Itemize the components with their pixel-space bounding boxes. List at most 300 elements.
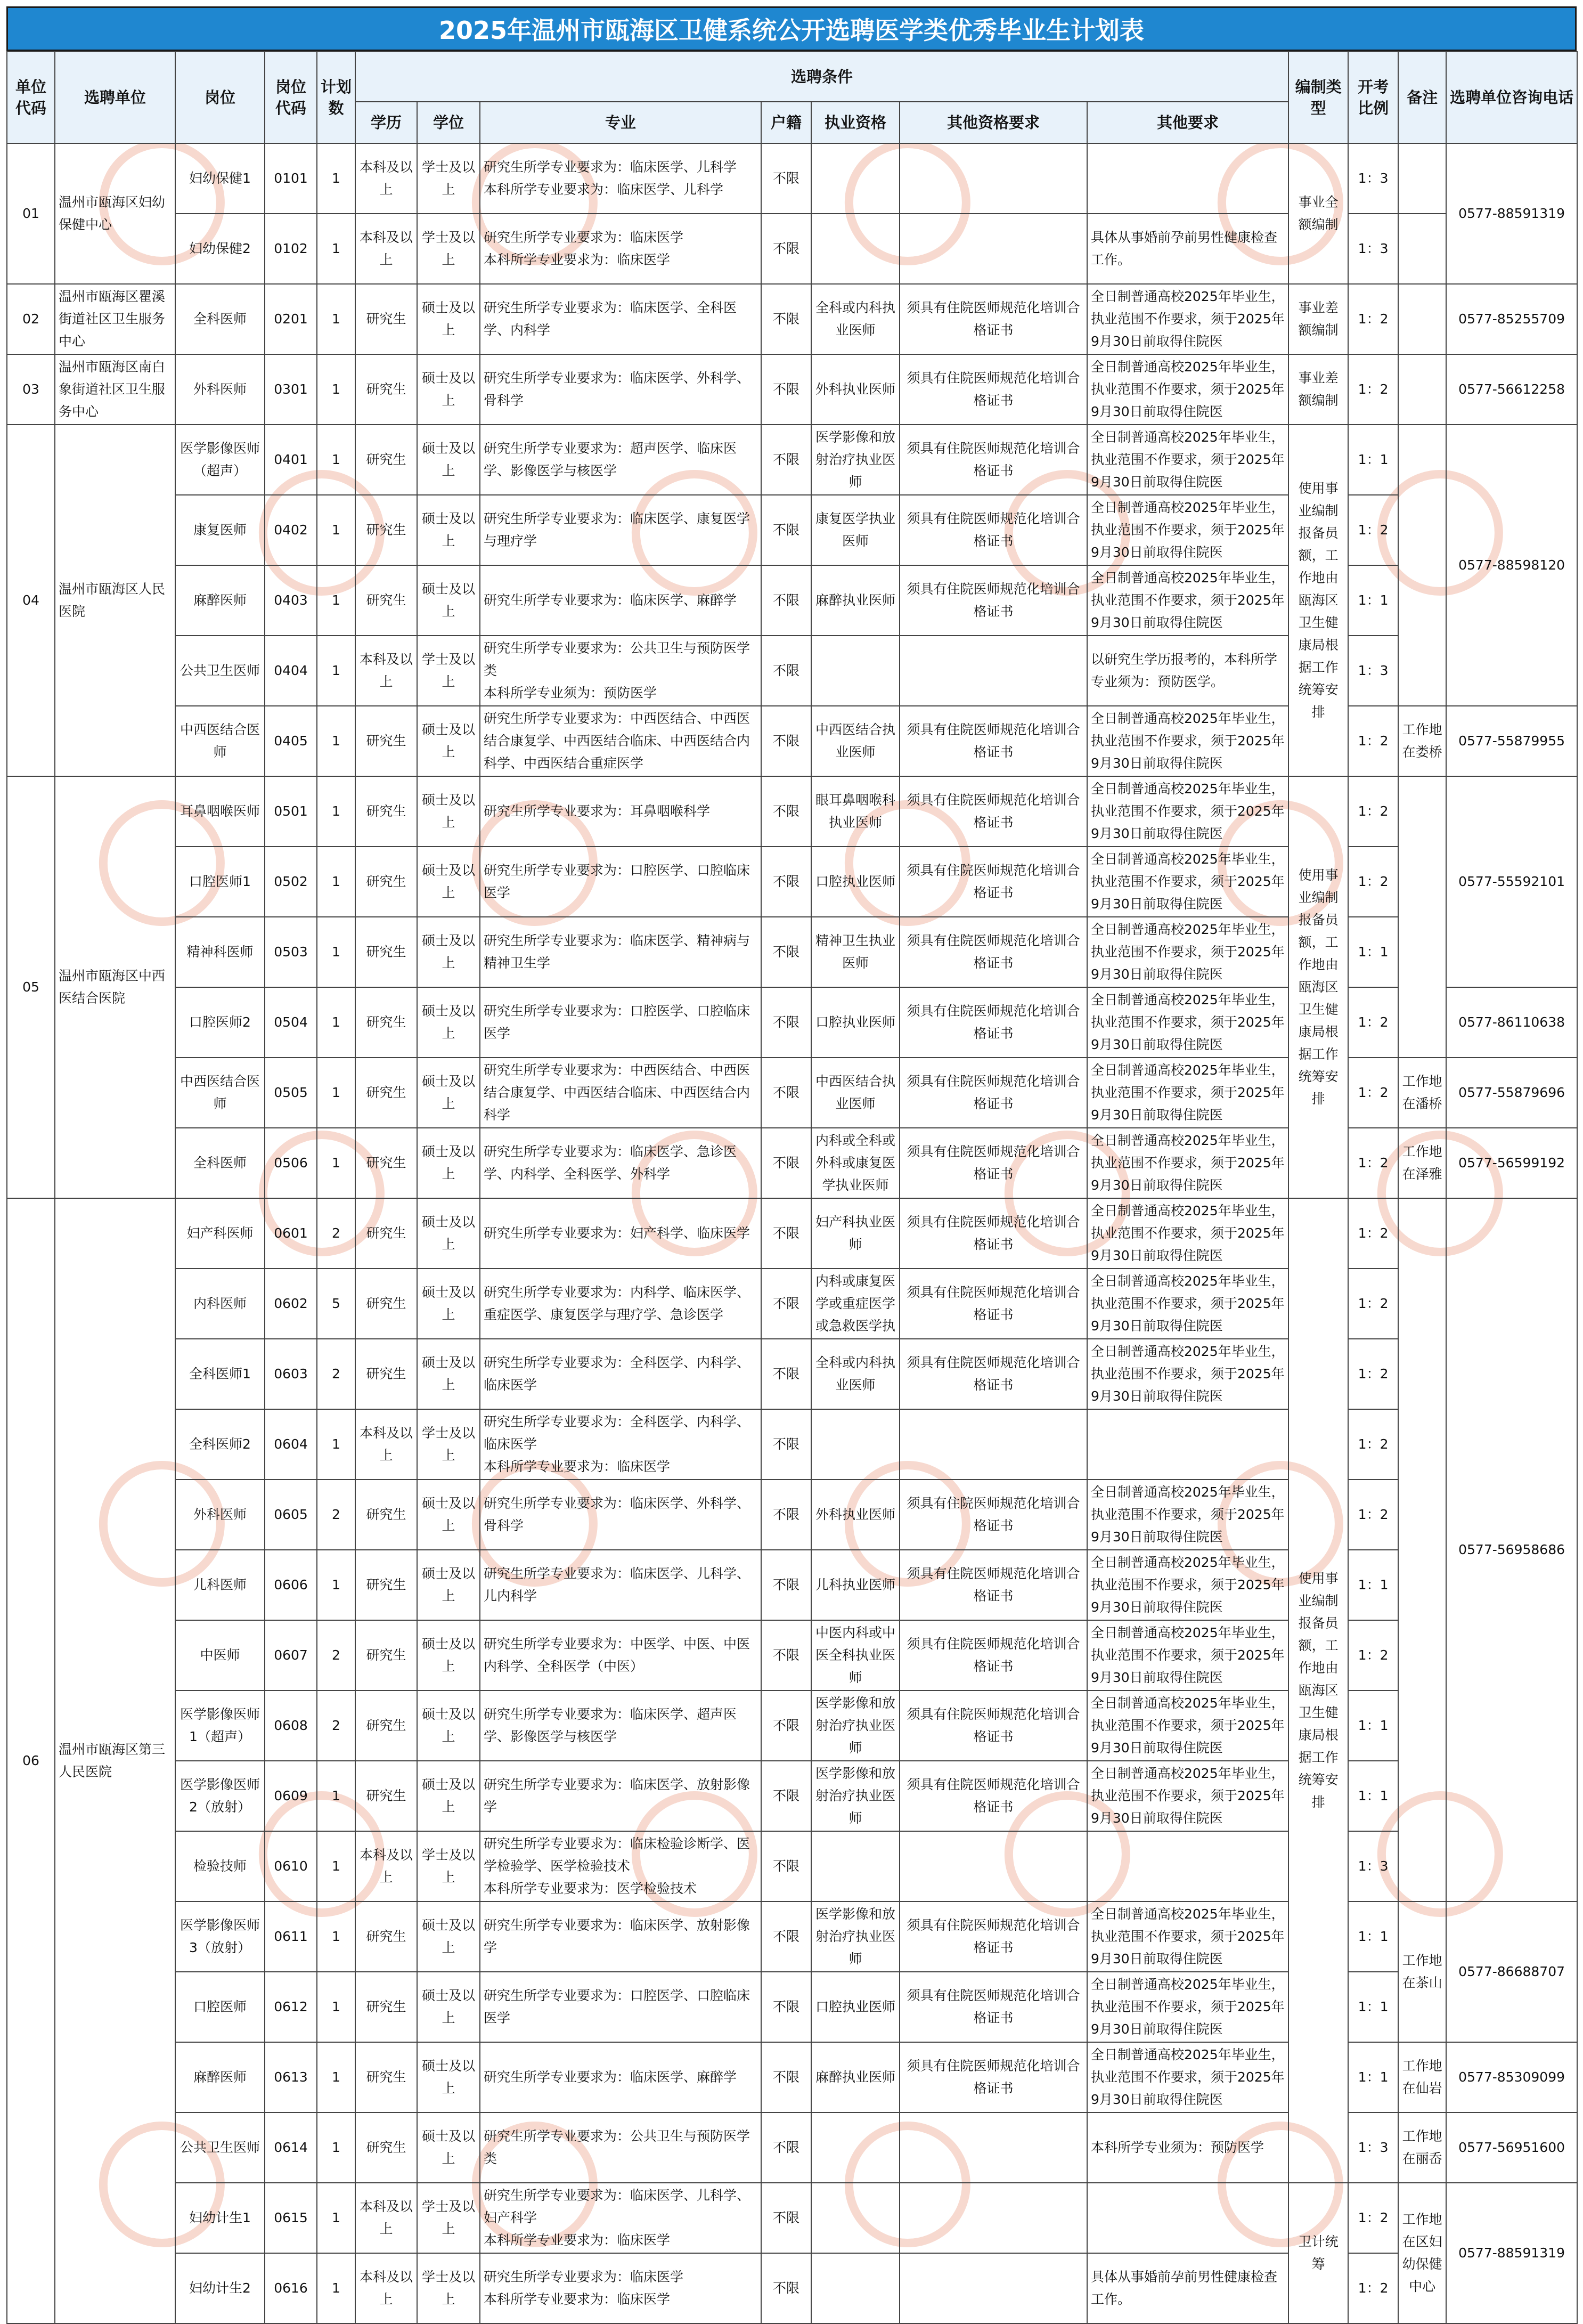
header-other-req: 其他要求 xyxy=(1087,102,1288,143)
major-line: 研究生所学专业要求为：临床医学、儿科学、妇产科学 xyxy=(484,2188,750,2225)
plan-count-cell: 1 xyxy=(317,214,355,284)
phone-cell: 0577-88598120 xyxy=(1446,425,1577,706)
post-cell: 医学影像医师1（超声） xyxy=(175,1691,265,1761)
ratio-cell: 1：2 xyxy=(1348,1620,1398,1691)
header-huji: 户籍 xyxy=(761,102,811,143)
post-cell: 全科医师 xyxy=(175,1128,265,1198)
post-cell: 妇幼保健2 xyxy=(175,214,265,284)
other-qual-cell: 须具有住院医师规范化培训合格证书 xyxy=(900,2042,1087,2112)
post-code-cell: 0404 xyxy=(265,636,317,706)
staffing-cell: 卫计统筹 xyxy=(1288,2183,1348,2323)
degree-cell: 硕士及以上 xyxy=(417,1128,480,1198)
note-cell: 工作地在丽岙 xyxy=(1398,2112,1446,2183)
huji-cell: 不限 xyxy=(761,1409,811,1480)
post-code-cell: 0101 xyxy=(265,143,317,214)
major-line: 研究生所学专业要求为：临床医学、康复医学与理疗学 xyxy=(484,511,750,549)
ratio-cell: 1：2 xyxy=(1348,776,1398,847)
license-cell: 外科执业医师 xyxy=(811,354,900,425)
major-line: 研究生所学专业要求为：临床检验诊断学、医学检验学、医学检验技术 xyxy=(484,1836,750,1874)
other-req-cell: 全日制普通高校2025年毕业生，执业范围不作要求，须于2025年9月30日前取得住院医 xyxy=(1087,1128,1288,1198)
post-code-cell: 0503 xyxy=(265,917,317,987)
post-code-cell: 0506 xyxy=(265,1128,317,1198)
edu-cell: 研究生 xyxy=(355,1550,417,1620)
post-cell: 口腔医师1 xyxy=(175,847,265,917)
major-cell xyxy=(480,1058,761,1128)
major-cell xyxy=(480,565,761,636)
ratio-cell: 1：2 xyxy=(1348,1339,1398,1409)
major-cell xyxy=(480,1691,761,1761)
huji-cell: 不限 xyxy=(761,284,811,354)
edu-cell: 研究生 xyxy=(355,1269,417,1339)
other-req-cell xyxy=(1087,143,1288,214)
other-req-cell: 全日制普通高校2025年毕业生，执业范围不作要求，须于2025年9月30日前取得住院医 xyxy=(1087,2042,1288,2112)
other-qual-cell: 须具有住院医师规范化培训合格证书 xyxy=(900,1058,1087,1128)
edu-cell: 研究生 xyxy=(355,917,417,987)
header-edu: 学历 xyxy=(355,102,417,143)
major-line: 研究生所学专业要求为：公共卫生与预防医学类 xyxy=(484,2128,750,2166)
license-cell: 外科执业医师 xyxy=(811,1480,900,1550)
post-code-cell: 0201 xyxy=(265,284,317,354)
post-cell: 外科医师 xyxy=(175,354,265,425)
major-cell xyxy=(480,706,761,776)
post-cell: 医学影像医师2（放射） xyxy=(175,1761,265,1831)
edu-cell: 研究生 xyxy=(355,1128,417,1198)
major-line: 本科所学专业要求为：临床医学 xyxy=(484,2292,671,2307)
post-cell: 口腔医师 xyxy=(175,1972,265,2042)
ratio-cell: 1：2 xyxy=(1348,2253,1398,2323)
major-line: 本科所学专业要求为：医学检验技术 xyxy=(484,1881,697,1896)
degree-cell: 硕士及以上 xyxy=(417,2112,480,2183)
other-req-cell: 全日制普通高校2025年毕业生，执业范围不作要求，须于2025年9月30日前取得住院医 xyxy=(1087,1972,1288,2042)
license-cell: 医学影像和放射治疗执业医师 xyxy=(811,1902,900,1972)
edu-cell: 研究生 xyxy=(355,2112,417,2183)
post-code-cell: 0609 xyxy=(265,1761,317,1831)
staffing-cell: 使用事业编制报备员额，工作地由瓯海区卫生健康局根据工作统筹安排 xyxy=(1288,776,1348,1198)
header-plan: 计划数 xyxy=(317,52,355,143)
other-req-cell: 全日制普通高校2025年毕业生，执业范围不作要求，须于2025年9月30日前取得住院医 xyxy=(1087,1269,1288,1339)
major-line: 本科所学专业须为：预防医学 xyxy=(484,685,657,701)
ratio-cell: 1：2 xyxy=(1348,847,1398,917)
table-row xyxy=(7,1198,1577,1269)
huji-cell: 不限 xyxy=(761,354,811,425)
degree-cell: 硕士及以上 xyxy=(417,354,480,425)
unit-code-cell: 02 xyxy=(7,284,55,354)
major-cell xyxy=(480,1831,761,1902)
header-conditions: 选聘条件 xyxy=(355,52,1288,102)
plan-count-cell: 1 xyxy=(317,2183,355,2253)
ratio-cell: 1：2 xyxy=(1348,1480,1398,1550)
other-req-cell: 全日制普通高校2025年毕业生，执业范围不作要求，须于2025年9月30日前取得住院医 xyxy=(1087,1198,1288,1269)
post-code-cell: 0607 xyxy=(265,1620,317,1691)
unit-name-cell: 温州市瓯海区南白象街道社区卫生服务中心 xyxy=(55,354,175,425)
plan-count-cell: 1 xyxy=(317,847,355,917)
phone-cell: 0577-85309099 xyxy=(1446,2042,1577,2112)
table-row xyxy=(7,425,1577,495)
post-code-cell: 0613 xyxy=(265,2042,317,2112)
post-code-cell: 0505 xyxy=(265,1058,317,1128)
unit-name-cell: 温州市瓯海区人民医院 xyxy=(55,425,175,776)
plan-count-cell: 1 xyxy=(317,1058,355,1128)
page-title: 2025年温州市瓯海区卫健系统公开选聘医学类优秀毕业生计划表 xyxy=(6,6,1577,51)
major-line: 研究生所学专业要求为：全科医学、内科学、临床医学 xyxy=(484,1355,750,1393)
other-req-cell: 全日制普通高校2025年毕业生，执业范围不作要求，须于2025年9月30日前取得住院医 xyxy=(1087,1480,1288,1550)
plan-count-cell: 1 xyxy=(317,354,355,425)
note-cell xyxy=(1398,143,1446,214)
header-other-qual: 其他资格要求 xyxy=(900,102,1087,143)
other-qual-cell: 须具有住院医师规范化培训合格证书 xyxy=(900,1620,1087,1691)
plan-count-cell: 1 xyxy=(317,706,355,776)
phone-cell: 0577-86110638 xyxy=(1446,987,1577,1058)
note-cell: 工作地在仙岩 xyxy=(1398,2042,1446,2112)
post-cell: 中西医结合医师 xyxy=(175,1058,265,1128)
degree-cell: 硕士及以上 xyxy=(417,495,480,565)
huji-cell: 不限 xyxy=(761,1339,811,1409)
major-line: 研究生所学专业要求为：临床医学、超声医学、影像医学与核医学 xyxy=(484,1707,737,1744)
plan-count-cell: 1 xyxy=(317,987,355,1058)
note-cell: 工作地在潘桥 xyxy=(1398,1058,1446,1128)
other-qual-cell: 须具有住院医师规范化培训合格证书 xyxy=(900,354,1087,425)
post-code-cell: 0504 xyxy=(265,987,317,1058)
license-cell xyxy=(811,1409,900,1480)
post-cell: 全科医师 xyxy=(175,284,265,354)
huji-cell: 不限 xyxy=(761,2042,811,2112)
plan-count-cell: 1 xyxy=(317,636,355,706)
header-major: 专业 xyxy=(480,102,761,143)
ratio-cell: 1：2 xyxy=(1348,1058,1398,1128)
license-cell xyxy=(811,636,900,706)
major-line: 研究生所学专业要求为：中西医结合、中西医结合康复学、中西医结合临床、中西医结合内科学、中西医结合重症医学 xyxy=(484,711,750,771)
ratio-cell: 1：1 xyxy=(1348,425,1398,495)
major-cell xyxy=(480,1550,761,1620)
major-cell xyxy=(480,847,761,917)
major-line: 研究生所学专业要求为：临床医学、外科学、骨科学 xyxy=(484,370,750,408)
other-req-cell xyxy=(1087,2183,1288,2253)
degree-cell: 学士及以上 xyxy=(417,2253,480,2323)
plan-count-cell: 2 xyxy=(317,1691,355,1761)
note-cell xyxy=(1398,776,1446,1058)
plan-count-cell: 1 xyxy=(317,1761,355,1831)
header-degree: 学位 xyxy=(417,102,480,143)
huji-cell: 不限 xyxy=(761,1480,811,1550)
major-line: 研究生所学专业要求为：中西医结合、中西医结合康复学、中西医结合临床、中西医结合内科学 xyxy=(484,1062,750,1123)
post-code-cell: 0401 xyxy=(265,425,317,495)
post-cell: 检验技师 xyxy=(175,1831,265,1902)
major-cell xyxy=(480,2112,761,2183)
license-cell xyxy=(811,214,900,284)
ratio-cell: 1：1 xyxy=(1348,1550,1398,1620)
post-cell: 耳鼻咽喉医师 xyxy=(175,776,265,847)
major-cell xyxy=(480,495,761,565)
plan-count-cell: 1 xyxy=(317,1972,355,2042)
major-line: 本科所学专业要求为：临床医学 xyxy=(484,2232,671,2248)
plan-count-cell: 1 xyxy=(317,917,355,987)
plan-count-cell: 2 xyxy=(317,1480,355,1550)
degree-cell: 硕士及以上 xyxy=(417,1620,480,1691)
major-line: 研究生所学专业要求为：临床医学、麻醉学 xyxy=(484,2069,737,2085)
unit-code-cell: 04 xyxy=(7,425,55,776)
edu-cell: 研究生 xyxy=(355,1972,417,2042)
major-cell xyxy=(480,354,761,425)
unit-code-cell: 06 xyxy=(7,1198,55,2323)
edu-cell: 研究生 xyxy=(355,354,417,425)
plan-count-cell: 1 xyxy=(317,1831,355,1902)
post-code-cell: 0612 xyxy=(265,1972,317,2042)
plan-count-cell: 1 xyxy=(317,1902,355,1972)
note-cell xyxy=(1398,214,1446,284)
note-cell: 工作地在茶山 xyxy=(1398,1902,1446,2042)
huji-cell: 不限 xyxy=(761,1128,811,1198)
license-cell xyxy=(811,1831,900,1902)
major-cell xyxy=(480,1128,761,1198)
degree-cell: 硕士及以上 xyxy=(417,2042,480,2112)
license-cell xyxy=(811,143,900,214)
degree-cell: 硕士及以上 xyxy=(417,1761,480,1831)
note-cell: 工作地在泽雅 xyxy=(1398,1128,1446,1198)
plan-count-cell: 1 xyxy=(317,2042,355,2112)
header-license: 执业资格 xyxy=(811,102,900,143)
huji-cell: 不限 xyxy=(761,425,811,495)
post-code-cell: 0610 xyxy=(265,1831,317,1902)
header-unit-code: 单位代码 xyxy=(7,52,55,143)
degree-cell: 硕士及以上 xyxy=(417,776,480,847)
other-qual-cell: 须具有住院医师规范化培训合格证书 xyxy=(900,1972,1087,2042)
other-qual-cell: 须具有住院医师规范化培训合格证书 xyxy=(900,425,1087,495)
post-cell: 中西医结合医师 xyxy=(175,706,265,776)
post-code-cell: 0604 xyxy=(265,1409,317,1480)
degree-cell: 硕士及以上 xyxy=(417,1550,480,1620)
edu-cell: 研究生 xyxy=(355,1902,417,1972)
post-code-cell: 0602 xyxy=(265,1269,317,1339)
edu-cell: 研究生 xyxy=(355,284,417,354)
other-req-cell: 具体从事婚前孕前男性健康检查工作。 xyxy=(1087,2253,1288,2323)
other-req-cell: 具体从事婚前孕前男性健康检查工作。 xyxy=(1087,214,1288,284)
other-req-cell: 以研究生学历报考的，本科所学专业须为：预防医学。 xyxy=(1087,636,1288,706)
header-staffing: 编制类型 xyxy=(1288,52,1348,143)
staffing-cell: 使用事业编制报备员额，工作地由瓯海区卫生健康局根据工作统筹安排 xyxy=(1288,425,1348,776)
edu-cell: 研究生 xyxy=(355,2042,417,2112)
major-line: 研究生所学专业要求为：临床医学、儿科学、儿内科学 xyxy=(484,1566,750,1604)
plan-count-cell: 1 xyxy=(317,1128,355,1198)
phone-cell: 0577-56951600 xyxy=(1446,2112,1577,2183)
post-code-cell: 0616 xyxy=(265,2253,317,2323)
major-line: 研究生所学专业要求为：临床医学、外科学、骨科学 xyxy=(484,1496,750,1533)
major-line: 研究生所学专业要求为：临床医学、放射影像学 xyxy=(484,1917,750,1955)
edu-cell: 研究生 xyxy=(355,706,417,776)
major-cell xyxy=(480,2042,761,2112)
major-line: 本科所学专业要求为：临床医学、儿科学 xyxy=(484,182,724,197)
other-req-cell: 全日制普通高校2025年毕业生，执业范围不作要求，须于2025年9月30日前取得住院医 xyxy=(1087,847,1288,917)
huji-cell: 不限 xyxy=(761,1972,811,2042)
degree-cell: 学士及以上 xyxy=(417,1831,480,1902)
degree-cell: 硕士及以上 xyxy=(417,917,480,987)
license-cell: 医学影像和放射治疗执业医师 xyxy=(811,1691,900,1761)
ratio-cell: 1：3 xyxy=(1348,2112,1398,2183)
ratio-cell: 1：1 xyxy=(1348,1761,1398,1831)
staffing-cell: 使用事业编制报备员额，工作地由瓯海区卫生健康局根据工作统筹安排 xyxy=(1288,1198,1348,2183)
post-code-cell: 0611 xyxy=(265,1902,317,1972)
plan-count-cell: 1 xyxy=(317,1550,355,1620)
phone-cell: 0577-55879696 xyxy=(1446,1058,1577,1128)
plan-count-cell: 1 xyxy=(317,776,355,847)
plan-count-cell: 1 xyxy=(317,2112,355,2183)
header-post-code: 岗位代码 xyxy=(265,52,317,143)
huji-cell: 不限 xyxy=(761,1550,811,1620)
degree-cell: 硕士及以上 xyxy=(417,1972,480,2042)
phone-cell: 0577-88591319 xyxy=(1446,2183,1577,2323)
other-qual-cell xyxy=(900,636,1087,706)
plan-table xyxy=(6,51,1578,2324)
edu-cell: 本科及以上 xyxy=(355,143,417,214)
major-cell xyxy=(480,1620,761,1691)
major-line: 研究生所学专业要求为：口腔医学、口腔临床医学 xyxy=(484,1003,750,1041)
table-row xyxy=(7,776,1577,847)
unit-code-cell: 03 xyxy=(7,354,55,425)
ratio-cell: 1：2 xyxy=(1348,1269,1398,1339)
degree-cell: 硕士及以上 xyxy=(417,847,480,917)
major-line: 本科所学专业要求为：临床医学 xyxy=(484,1459,671,1474)
degree-cell: 硕士及以上 xyxy=(417,1691,480,1761)
post-cell: 外科医师 xyxy=(175,1480,265,1550)
edu-cell: 研究生 xyxy=(355,495,417,565)
ratio-cell: 1：2 xyxy=(1348,706,1398,776)
post-code-cell: 0301 xyxy=(265,354,317,425)
other-qual-cell: 须具有住院医师规范化培训合格证书 xyxy=(900,847,1087,917)
huji-cell: 不限 xyxy=(761,565,811,636)
unit-name-cell: 温州市瓯海区瞿溪街道社区卫生服务中心 xyxy=(55,284,175,354)
major-line: 研究生所学专业要求为：临床医学、精神病与精神卫生学 xyxy=(484,933,750,971)
unit-name-cell: 温州市瓯海区第三人民医院 xyxy=(55,1198,175,2323)
post-cell: 医学影像医师3（放射） xyxy=(175,1902,265,1972)
other-qual-cell: 须具有住院医师规范化培训合格证书 xyxy=(900,1269,1087,1339)
license-cell: 内科或全科或外科或康复医学执业医师 xyxy=(811,1128,900,1198)
post-code-cell: 0405 xyxy=(265,706,317,776)
note-cell xyxy=(1398,425,1446,706)
huji-cell: 不限 xyxy=(761,636,811,706)
huji-cell: 不限 xyxy=(761,706,811,776)
other-req-cell: 全日制普通高校2025年毕业生，执业范围不作要求，须于2025年9月30日前取得住院医 xyxy=(1087,284,1288,354)
major-cell xyxy=(480,2253,761,2323)
license-cell: 全科或内科执业医师 xyxy=(811,1339,900,1409)
plan-count-cell: 1 xyxy=(317,1409,355,1480)
major-cell xyxy=(480,214,761,284)
phone-cell: 0577-55879955 xyxy=(1446,706,1577,776)
huji-cell: 不限 xyxy=(761,495,811,565)
other-req-cell: 全日制普通高校2025年毕业生，执业范围不作要求，须于2025年9月30日前取得住院医 xyxy=(1087,1339,1288,1409)
note-cell xyxy=(1398,354,1446,425)
plan-count-cell: 2 xyxy=(317,1339,355,1409)
other-qual-cell xyxy=(900,214,1087,284)
license-cell: 眼耳鼻咽喉科执业医师 xyxy=(811,776,900,847)
other-req-cell: 全日制普通高校2025年毕业生，执业范围不作要求，须于2025年9月30日前取得住院医 xyxy=(1087,987,1288,1058)
major-cell xyxy=(480,425,761,495)
degree-cell: 硕士及以上 xyxy=(417,284,480,354)
table-row xyxy=(7,354,1577,425)
major-cell xyxy=(480,1198,761,1269)
other-req-cell: 全日制普通高校2025年毕业生，执业范围不作要求，须于2025年9月30日前取得住院医 xyxy=(1087,1058,1288,1128)
other-req-cell: 全日制普通高校2025年毕业生，执业范围不作要求，须于2025年9月30日前取得住院医 xyxy=(1087,565,1288,636)
ratio-cell: 1：2 xyxy=(1348,354,1398,425)
other-qual-cell: 须具有住院医师规范化培训合格证书 xyxy=(900,1480,1087,1550)
license-cell xyxy=(811,2183,900,2253)
other-req-cell: 本科所学专业须为：预防医学 xyxy=(1087,2112,1288,2183)
ratio-cell: 1：1 xyxy=(1348,2042,1398,2112)
degree-cell: 硕士及以上 xyxy=(417,1198,480,1269)
major-cell xyxy=(480,917,761,987)
major-line: 研究生所学专业要求为：耳鼻咽喉科学 xyxy=(484,803,711,819)
license-cell xyxy=(811,2112,900,2183)
edu-cell: 研究生 xyxy=(355,1480,417,1550)
other-qual-cell xyxy=(900,1831,1087,1902)
degree-cell: 硕士及以上 xyxy=(417,1339,480,1409)
edu-cell: 本科及以上 xyxy=(355,214,417,284)
other-req-cell: 全日制普通高校2025年毕业生，执业范围不作要求，须于2025年9月30日前取得住院医 xyxy=(1087,1550,1288,1620)
post-cell: 麻醉医师 xyxy=(175,2042,265,2112)
edu-cell: 研究生 xyxy=(355,565,417,636)
major-line: 研究生所学专业要求为：口腔医学、口腔临床医学 xyxy=(484,863,750,900)
other-qual-cell xyxy=(900,2183,1087,2253)
major-line: 研究生所学专业要求为：妇产科学、临床医学 xyxy=(484,1225,750,1241)
major-line: 研究生所学专业要求为：内科学、临床医学、重症医学、康复医学与理疗学、急诊医学 xyxy=(484,1285,750,1322)
ratio-cell: 1：2 xyxy=(1348,1198,1398,1269)
other-req-cell: 全日制普通高校2025年毕业生，执业范围不作要求，须于2025年9月30日前取得住院医 xyxy=(1087,495,1288,565)
plan-count-cell: 5 xyxy=(317,1269,355,1339)
other-qual-cell: 须具有住院医师规范化培训合格证书 xyxy=(900,1128,1087,1198)
edu-cell: 研究生 xyxy=(355,987,417,1058)
degree-cell: 学士及以上 xyxy=(417,143,480,214)
major-line: 研究生所学专业要求为：临床医学、儿科学 xyxy=(484,159,737,175)
table-row xyxy=(7,284,1577,354)
plan-count-cell: 1 xyxy=(317,143,355,214)
degree-cell: 硕士及以上 xyxy=(417,1269,480,1339)
major-line: 研究生所学专业要求为：全科医学、内科学、临床医学 xyxy=(484,1414,750,1452)
post-code-cell: 0606 xyxy=(265,1550,317,1620)
table-body xyxy=(7,143,1577,2323)
post-cell: 公共卫生医师 xyxy=(175,636,265,706)
edu-cell: 研究生 xyxy=(355,1761,417,1831)
staffing-cell: 事业差额编制 xyxy=(1288,354,1348,425)
major-cell xyxy=(480,1409,761,1480)
degree-cell: 学士及以上 xyxy=(417,214,480,284)
note-cell xyxy=(1398,1198,1446,1902)
post-cell: 内科医师 xyxy=(175,1269,265,1339)
plan-count-cell: 1 xyxy=(317,495,355,565)
other-req-cell: 全日制普通高校2025年毕业生，执业范围不作要求，须于2025年9月30日前取得住院医 xyxy=(1087,917,1288,987)
edu-cell: 研究生 xyxy=(355,425,417,495)
other-qual-cell: 须具有住院医师规范化培训合格证书 xyxy=(900,917,1087,987)
huji-cell: 不限 xyxy=(761,847,811,917)
post-code-cell: 0603 xyxy=(265,1339,317,1409)
post-code-cell: 0501 xyxy=(265,776,317,847)
other-qual-cell: 须具有住院医师规范化培训合格证书 xyxy=(900,1550,1087,1620)
staffing-cell: 事业全额编制 xyxy=(1288,143,1348,284)
other-qual-cell: 须具有住院医师规范化培训合格证书 xyxy=(900,495,1087,565)
ratio-cell: 1：1 xyxy=(1348,1902,1398,1972)
header-note: 备注 xyxy=(1398,52,1446,143)
license-cell: 全科或内科执业医师 xyxy=(811,284,900,354)
ratio-cell: 1：3 xyxy=(1348,636,1398,706)
phone-cell: 0577-55592101 xyxy=(1446,776,1577,987)
degree-cell: 硕士及以上 xyxy=(417,706,480,776)
huji-cell: 不限 xyxy=(761,1761,811,1831)
phone-cell: 0577-56612258 xyxy=(1446,354,1577,425)
plan-count-cell: 2 xyxy=(317,1620,355,1691)
header-phone: 选聘单位咨询电话 xyxy=(1446,52,1577,143)
plan-count-cell: 2 xyxy=(317,1198,355,1269)
ratio-cell: 1：3 xyxy=(1348,1831,1398,1902)
ratio-cell: 1：3 xyxy=(1348,214,1398,284)
major-line: 研究生所学专业要求为：临床医学、麻醉学 xyxy=(484,592,737,608)
huji-cell: 不限 xyxy=(761,1269,811,1339)
